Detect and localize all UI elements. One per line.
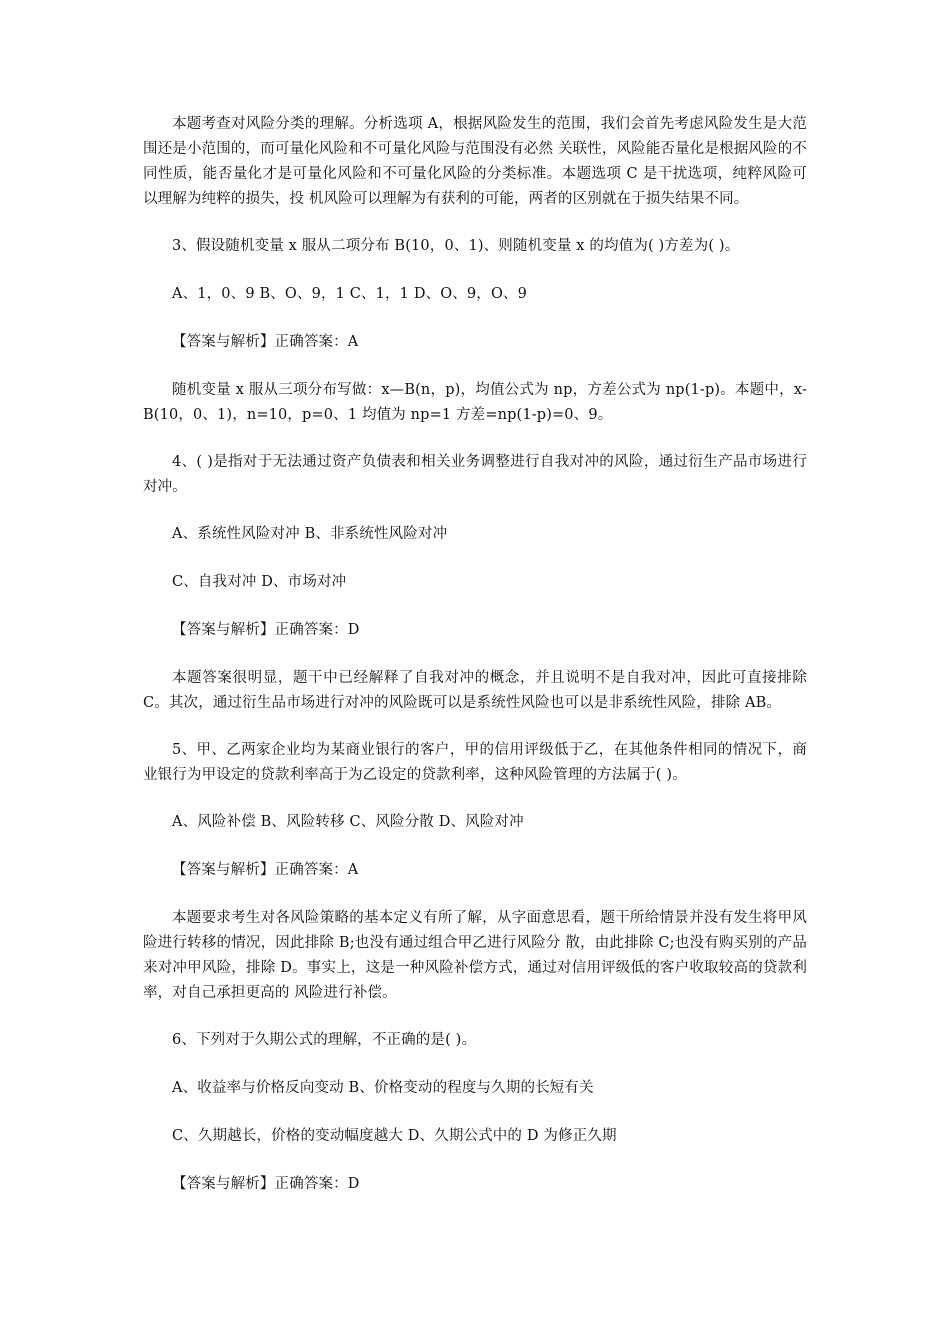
document-body bbox=[143, 112, 807, 1220]
question-6-options-cd: C、久期越长，价格的变动幅度越大 D、久期公式中的 D 为修正久期 bbox=[172, 1128, 617, 1144]
question-6-answer: 【答案与解析】正确答案：D bbox=[172, 1176, 360, 1192]
question-3-options: A、1，0、9 B、O、9，1 C、1，1 D、O、9，O、9 bbox=[172, 286, 528, 302]
question-5-answer: 【答案与解析】正确答案：A bbox=[172, 862, 359, 878]
question-3-explanation: 随机变量 x 服从三项分布写做：x—B(n，p)，均值公式为 np，方差公式为 np(1-p)。本题中，x-B(10，0、1)，n=10，p=0、1 均值为 np=1 方差=np(1-p)=0、9。 bbox=[143, 382, 807, 423]
question-5: 5、甲、乙两家企业均为某商业银行的客户，甲的信用评级低于乙，在其他条件相同的情况下，商业银行为甲设定的贷款利率高于为乙设定的贷款利率，这种风险管理的方法属于( )。 bbox=[143, 742, 807, 783]
question-4: 4、( )是指对于无法通过资产负债表和相关业务调整进行自我对冲的风险，通过衍生产品市场进行对冲。 bbox=[143, 454, 807, 495]
question-4-answer: 【答案与解析】正确答案：D bbox=[172, 622, 360, 638]
question-6: 6、下列对于久期公式的理解，不正确的是( )。 bbox=[172, 1032, 477, 1048]
question-3-answer: 【答案与解析】正确答案：A bbox=[172, 334, 359, 350]
question-5-explanation: 本题要求考生对各风险策略的基本定义有所了解，从字面意思看，题干所给情景并没有发生将甲风险进行转移的情况，因此排除 B;也没有通过组合甲乙进行风险分 散，由此排除 C;也没有购买别的产品来对冲甲风险，排除 D。事实上，这是一种风险补偿方式，通过对信用评级低的客户收取较高的贷款利率，对自己承担更高的 风险进行补偿。 bbox=[143, 910, 807, 1001]
question-4-options-cd: C、自我对冲 D、市场对冲 bbox=[172, 574, 347, 590]
paragraph-analysis-q2: 本题考查对风险分类的理解。分析选项 A，根据风险发生的范围，我们会首先考虑风险发生是大范围还是小范围的，而可量化风险和不可量化风险与范围没有必然 关联性，风险能否量化是根据风险的不同性质，能否量化才是可量化风险和不可量化风险的分类标准。本题选项 C 是干扰选项，纯粹风险可以理解为纯粹的损失，投 机风险可以理解为有获利的可能，两者的区别就在于损失结果不同。 bbox=[143, 116, 808, 207]
question-4-explanation: 本题答案很明显，题干中已经解释了自我对冲的概念，并且说明不是自我对冲，因此可直接排除 C。其次，通过衍生品市场进行对冲的风险既可以是系统性风险也可以是非系统性风险，排除 AB。 bbox=[143, 670, 807, 711]
question-3: 3、假设随机变量 x 服从二项分布 B(10，0、1)、则随机变量 x 的均值为( )方差为( )。 bbox=[172, 238, 740, 254]
question-5-options: A、风险补偿 B、风险转移 C、风险分散 D、风险对冲 bbox=[172, 814, 524, 830]
question-6-options-ab: A、收益率与价格反向变动 B、价格变动的程度与久期的长短有关 bbox=[172, 1080, 594, 1096]
question-4-options-ab: A、系统性风险对冲 B、非系统性风险对冲 bbox=[172, 526, 448, 542]
